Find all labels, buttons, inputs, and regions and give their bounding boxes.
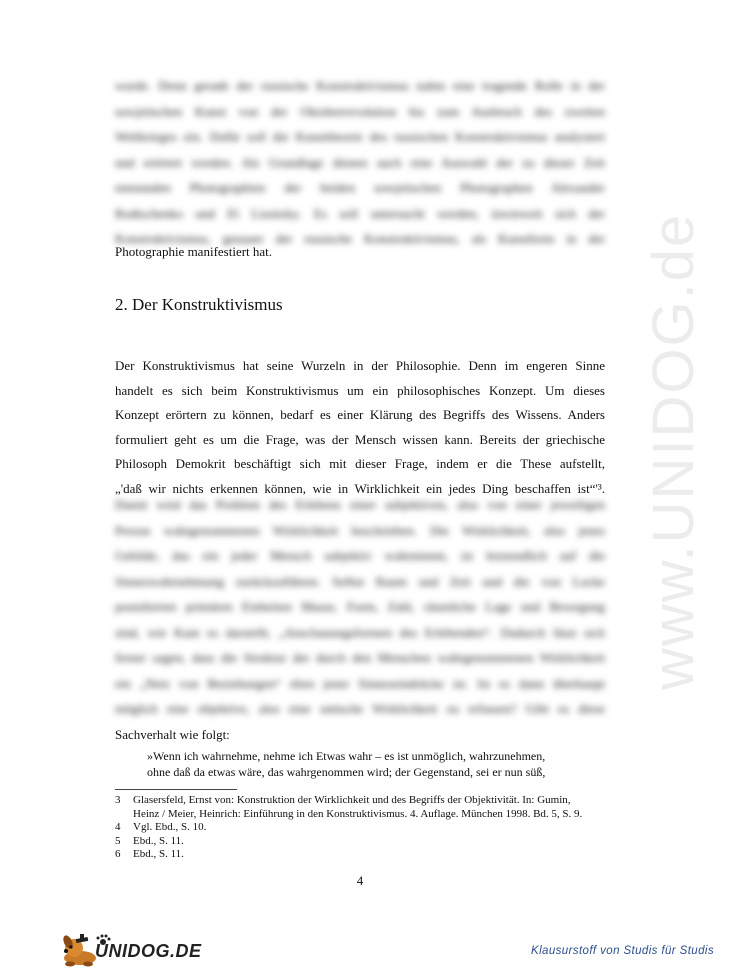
- footnote-number: 6: [115, 848, 121, 860]
- after-blur-line: Sachverhalt wie folgt:: [115, 727, 230, 742]
- footer-tagline: Klausurstoff von Studis für Studis: [531, 945, 714, 957]
- footnotes: [115, 794, 615, 862]
- blurred-line: und erörtert werden. Als Grundlage dienen auch eine Auswahl der zu dieser Zeit: [115, 154, 605, 170]
- section-paragraph: [115, 354, 605, 501]
- blurred-line: sowjetischen Kunst von der Oktoberrevolution bis zum Ausbruch des zweiten: [115, 103, 605, 119]
- blurred-line: Rodtschenko und El Lissitzky. Es soll untersucht werden, inwieweit sich der: [115, 205, 605, 221]
- blurred-line: möglich eine objektive, also eine ontische Wirklichkeit zu erfassen? Gibt es diese: [115, 701, 605, 716]
- blurred-line: sind, wie Kant es darstellt, „Anschauungsformen des Erlebenden“. Dadurch lässt sich: [115, 624, 605, 640]
- footnote-4: [115, 821, 615, 835]
- footnote-text: [133, 794, 615, 821]
- block-quote: [147, 748, 607, 780]
- footnote-line: Glasersfeld, Ernst von: Konstruktion der Wirklichkeit und des Begriffs der Objektivität. In: Gumin,: [133, 794, 571, 806]
- blurred-line: ein „Netz von Beziehungen“ eben jener Sinneseindrücke ist. Ist es dann überhaupt: [115, 675, 605, 691]
- intro-paragraph-blurred: [115, 73, 605, 252]
- blurred-line: entstanden Photographien der beiden sowjetischen Photographen Alexander: [115, 180, 605, 195]
- paragraph-line: handelt es sich beim Konstruktivismus um ein philosophisches Konzept. Um dieses: [115, 382, 605, 398]
- blurred-line: Sinneswahrnehmung zurückzuführen. Selbst Raum und Zeit und die von Locke: [115, 573, 605, 589]
- section-paragraph-blurred: [115, 492, 605, 722]
- blurred-line: Person wahrgenommenen Wirklichkeit beschrieben. Die Wirklichkeit, also jenes: [115, 522, 605, 538]
- watermark-text: www.UNIDOG.de: [641, 212, 706, 690]
- blurred-line: wurde. Denn gerade der russische Konstruktivismus nahm eine tragende Rolle in der: [115, 78, 605, 93]
- footnote-line: Ebd., S. 11.: [133, 848, 184, 860]
- quote-line: ohne daß da etwas wäre, das wahrgenommen wird; der Gegenstand, sei er nun süß,: [147, 765, 546, 779]
- blurred-line: Gebilde, das ein jeder Mensch subjektiv wahrnimmt, ist letztendlich auf die: [115, 548, 605, 563]
- footnote-number: 3: [115, 794, 121, 806]
- blurred-line: Damit wird das Problem des Erlebens einer subjektiven, also von einer jeweiligen: [115, 497, 605, 512]
- paragraph-line: Konzept erörtern zu können, bedarf es einer Klärung des Begriffs des Wissens. Anders: [115, 407, 605, 422]
- intro-last-line: Photographie manifestiert hat.: [115, 244, 273, 259]
- paragraph-line: Philosoph Demokrit beschäftigt sich mit dieser Frage, indem er die These aufstellt,: [115, 456, 605, 471]
- blurred-line: Konstruktivismus, genauer der russische Konstruktivismus, als Kunstform in der: [115, 231, 605, 246]
- quote-line: »Wenn ich wahrnehme, nehme ich Etwas wahr – es ist unmöglich, wahrzunehmen,: [147, 749, 546, 763]
- footnote-5: [115, 835, 615, 849]
- section-heading: 2. Der Konstruktivismus: [115, 295, 283, 314]
- blurred-line: Weltkrieges ein. Dafür soll die Kunsttheorie des russischen Konstruktivismus analysiert: [115, 129, 605, 144]
- page-number: 4: [356, 873, 364, 888]
- blurred-line: ferner sagen, dass die Struktur der durch den Menschen wahrgenommenen Wirklichkeit: [115, 650, 605, 665]
- footnote-line: Heinz / Meier, Heinrich: Einführung in den Konstruktivismus. 4. Auflage. München 1998. Bd. 5, S. 9.: [133, 807, 583, 820]
- footnote-number: 4: [115, 821, 121, 833]
- footnote-line: Ebd., S. 11.: [133, 834, 184, 847]
- footnote-line: Vgl. Ebd., S. 10.: [133, 821, 207, 833]
- footnote-separator: [115, 789, 237, 790]
- blurred-line: postulierten primären Einheiten Masse, Form, Zahl, räumliche Lage und Bewegung: [115, 599, 605, 614]
- dog-mascot-icon: [61, 934, 96, 967]
- footnote-number: 5: [115, 834, 121, 847]
- paragraph-line: „'daß wir nichts erkennen können, wie in Wirklichkeit ein jedes Ding beschaffen ist“'³.: [115, 480, 605, 496]
- footnote-6: [115, 848, 615, 862]
- paragraph-line: formuliert geht es um die Frage, was der Mensch wissen kann. Bereits der griechische: [115, 431, 605, 447]
- logo-text[interactable]: UNIDOG.DE: [95, 941, 202, 961]
- paragraph-line: Der Konstruktivismus hat seine Wurzeln in der Philosophie. Denn im engeren Sinne: [115, 358, 605, 373]
- footnote-3: [115, 794, 615, 821]
